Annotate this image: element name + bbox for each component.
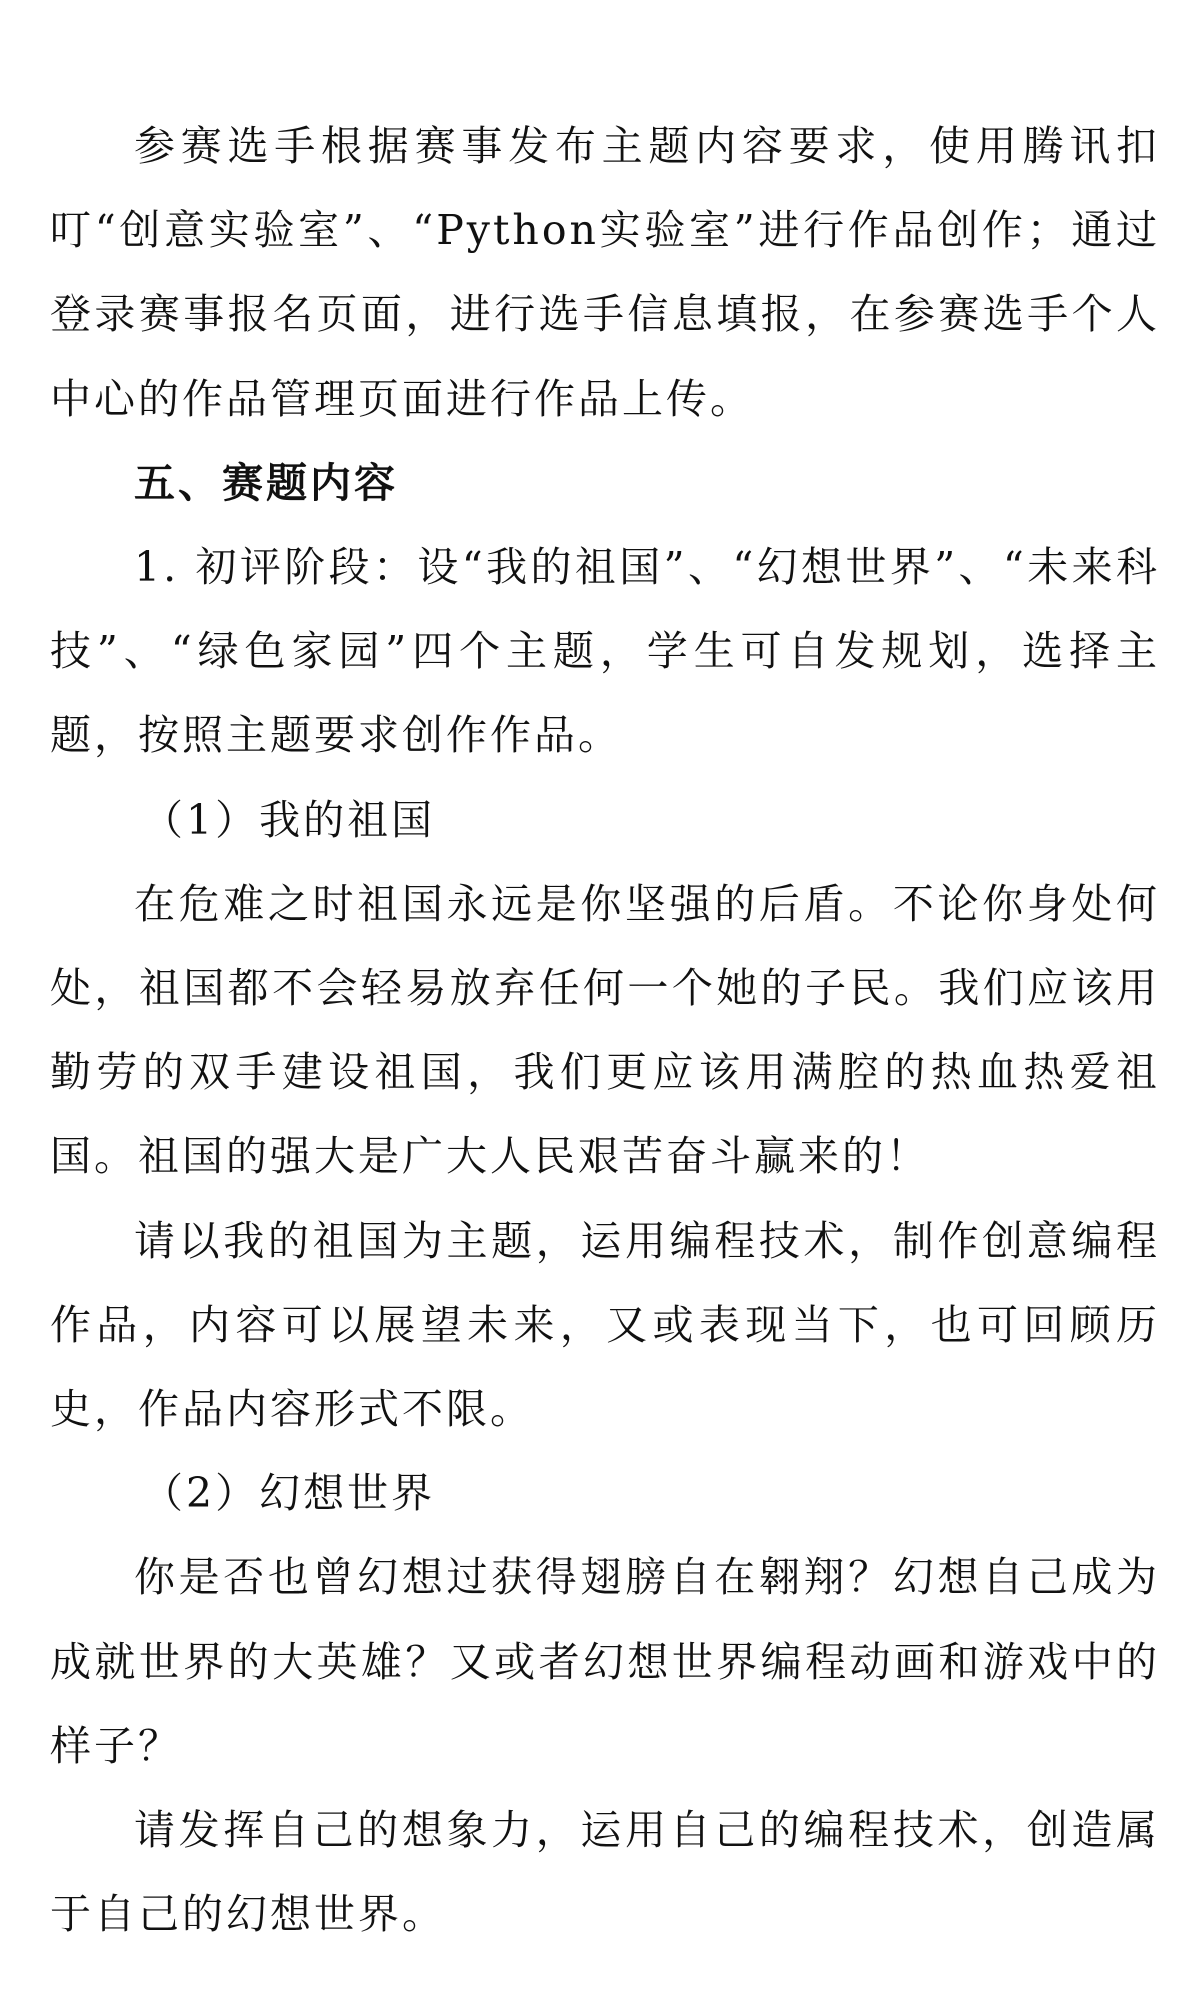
fantasy-paragraph: 你是否也曾幻想过获得翅膀自在翱翔？幻想自己成为成就世界的大英雄？又或者幻想世界编程动画和游戏中的样子？	[50, 1553, 1160, 1770]
intro-paragraph: 参赛选手根据赛事发布主题内容要求，使用腾讯扣叮“创意实验室”、“Python实验室”进行作品创作；通过登录赛事报名页面，进行选手信息填报，在参赛选手个人中心的作品管理页面进行作品上传。	[50, 122, 1160, 423]
motherland-paragraph: 在危难之时祖国永远是你坚强的后盾。不论你身处何处，祖国都不会轻易放弃任何一个她的子民。我们应该用勤劳的双手建设祖国，我们更应该用满腔的热血热爱祖国。祖国的强大是广大人民艰苦奋斗赢来的！	[50, 879, 1160, 1181]
subtopic-heading-motherland: （1）我的祖国	[142, 795, 436, 844]
motherland-task-paragraph: 请以我的祖国为主题，运用编程技术，制作创意编程作品，内容可以展望未来，又或表现当下，也可回顾历史，作品内容形式不限。	[50, 1216, 1160, 1434]
subtopic-heading-fantasy: （2）幻想世界	[142, 1469, 436, 1518]
document-body	[50, 104, 1160, 1956]
preliminary-stage-paragraph: 1. 初评阶段：设“我的祖国”、“幻想世界”、“未来科技”、“绿色家园”四个主题，学生可自发规划，选择主题，按照主题要求创作作品。	[50, 543, 1160, 760]
section-heading: 五、赛题内容	[134, 458, 398, 507]
fantasy-task-paragraph: 请发挥自己的想象力，运用自己的编程技术，创造属于自己的幻想世界。	[50, 1806, 1160, 1939]
